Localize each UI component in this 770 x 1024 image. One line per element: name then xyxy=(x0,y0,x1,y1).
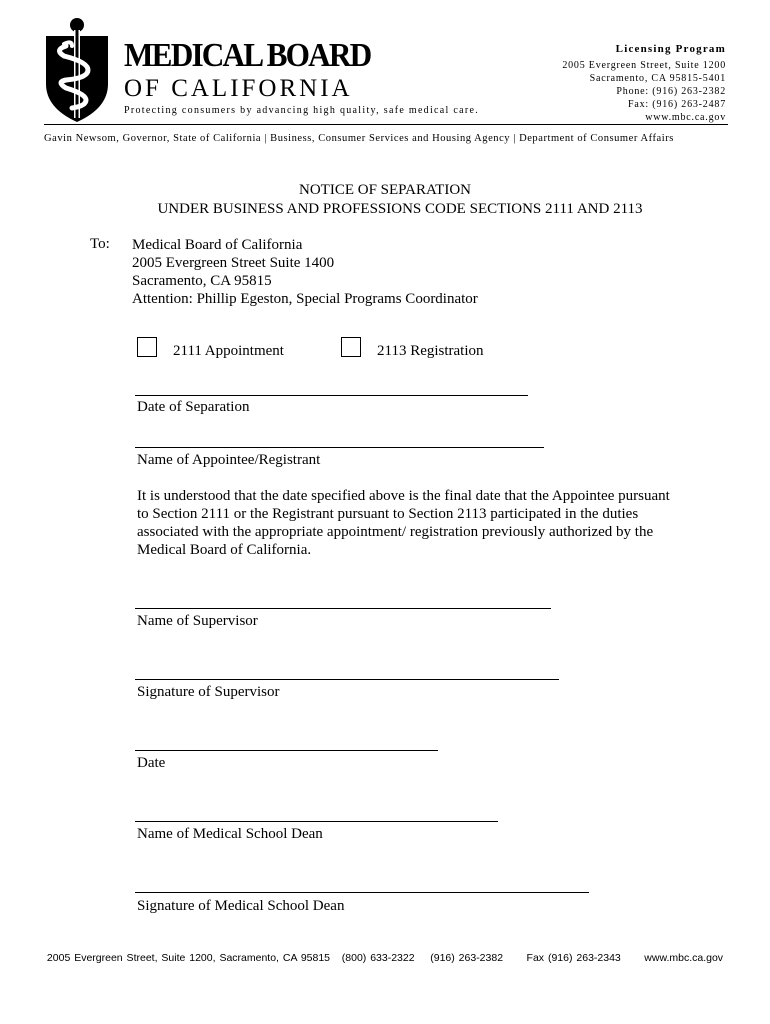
date-label: Date xyxy=(137,755,166,771)
address-line: Sacramento, CA 95815 xyxy=(132,273,272,289)
statement-line: Medical Board of California. xyxy=(137,542,312,558)
dean-name-label: Name of Medical School Dean xyxy=(137,826,323,842)
appointee-name-line[interactable] xyxy=(135,447,544,448)
dean-signature-line[interactable] xyxy=(135,892,589,893)
address-line: Attention: Phillip Egeston, Special Programs Coordinator xyxy=(132,291,478,307)
separation-statement xyxy=(137,487,692,559)
statement-line: associated with the appropriate appointment/ registration previously authorized by the xyxy=(137,524,654,540)
supervisor-signature-line[interactable] xyxy=(135,679,559,680)
statement-line: It is understood that the date specified above is the final date that the Appointee pursuant xyxy=(137,488,670,504)
statement-line: to Section 2111 or the Registrant pursuant to Section 2113 participated in the duties xyxy=(137,506,639,522)
notice-heading: NOTICE OF SEPARATION xyxy=(299,182,471,198)
registration-2113-checkbox[interactable] xyxy=(341,337,361,357)
address-line: Medical Board of California xyxy=(132,237,303,253)
program-address-line1: 2005 Evergreen Street, Suite 1200 xyxy=(562,60,726,71)
registration-2113-label: 2113 Registration xyxy=(377,343,484,359)
to-label: To: xyxy=(90,236,110,252)
board-tagline: Protecting consumers by advancing high quality, safe medical care. xyxy=(124,105,480,116)
appointment-2111-label: 2111 Appointment xyxy=(173,343,284,359)
board-subtitle: OF CALIFORNIA xyxy=(124,75,353,102)
program-name: Licensing Program xyxy=(615,43,726,55)
appointment-2111-checkbox[interactable] xyxy=(137,337,157,357)
appointee-name-label: Name of Appointee/Registrant xyxy=(137,452,321,468)
address-line: 2005 Evergreen Street Suite 1400 xyxy=(132,255,335,271)
caduceus-seal-graphic xyxy=(42,16,112,124)
supervisor-signature-label: Signature of Supervisor xyxy=(137,684,280,700)
notice-subheading: UNDER BUSINESS AND PROFESSIONS CODE SECTIONS 2111 AND 2113 xyxy=(157,201,643,217)
letterhead-divider xyxy=(44,124,728,125)
agency-line: Gavin Newsom, Governor, State of California | Business, Consumer Services and Housing Agency | Department of Consumer Affairs xyxy=(44,133,674,144)
date-of-separation-line[interactable] xyxy=(135,395,528,396)
supervisor-name-line[interactable] xyxy=(135,608,551,609)
program-phone: Phone: (916) 263-2382 xyxy=(616,86,726,97)
recipient-address xyxy=(132,236,478,308)
page-footer: 2005 Evergreen Street, Suite 1200, Sacramento, CA 95815 (800) 633-2322 (916) 263-2382 Fax (916) 263-2343 www.mbc.ca.gov xyxy=(46,952,724,964)
program-website: www.mbc.ca.gov xyxy=(645,112,726,123)
caduceus-seal-icon xyxy=(42,16,112,124)
date-line[interactable] xyxy=(135,750,438,751)
date-of-separation-label: Date of Separation xyxy=(137,399,250,415)
program-contact-block xyxy=(562,43,726,124)
board-title: MEDICAL BOARD xyxy=(124,37,371,74)
dean-signature-label: Signature of Medical School Dean xyxy=(137,898,345,914)
program-fax: Fax: (916) 263-2487 xyxy=(628,99,726,110)
supervisor-name-label: Name of Supervisor xyxy=(137,613,258,629)
program-address-line2: Sacramento, CA 95815-5401 xyxy=(589,73,726,84)
dean-name-line[interactable] xyxy=(135,821,498,822)
